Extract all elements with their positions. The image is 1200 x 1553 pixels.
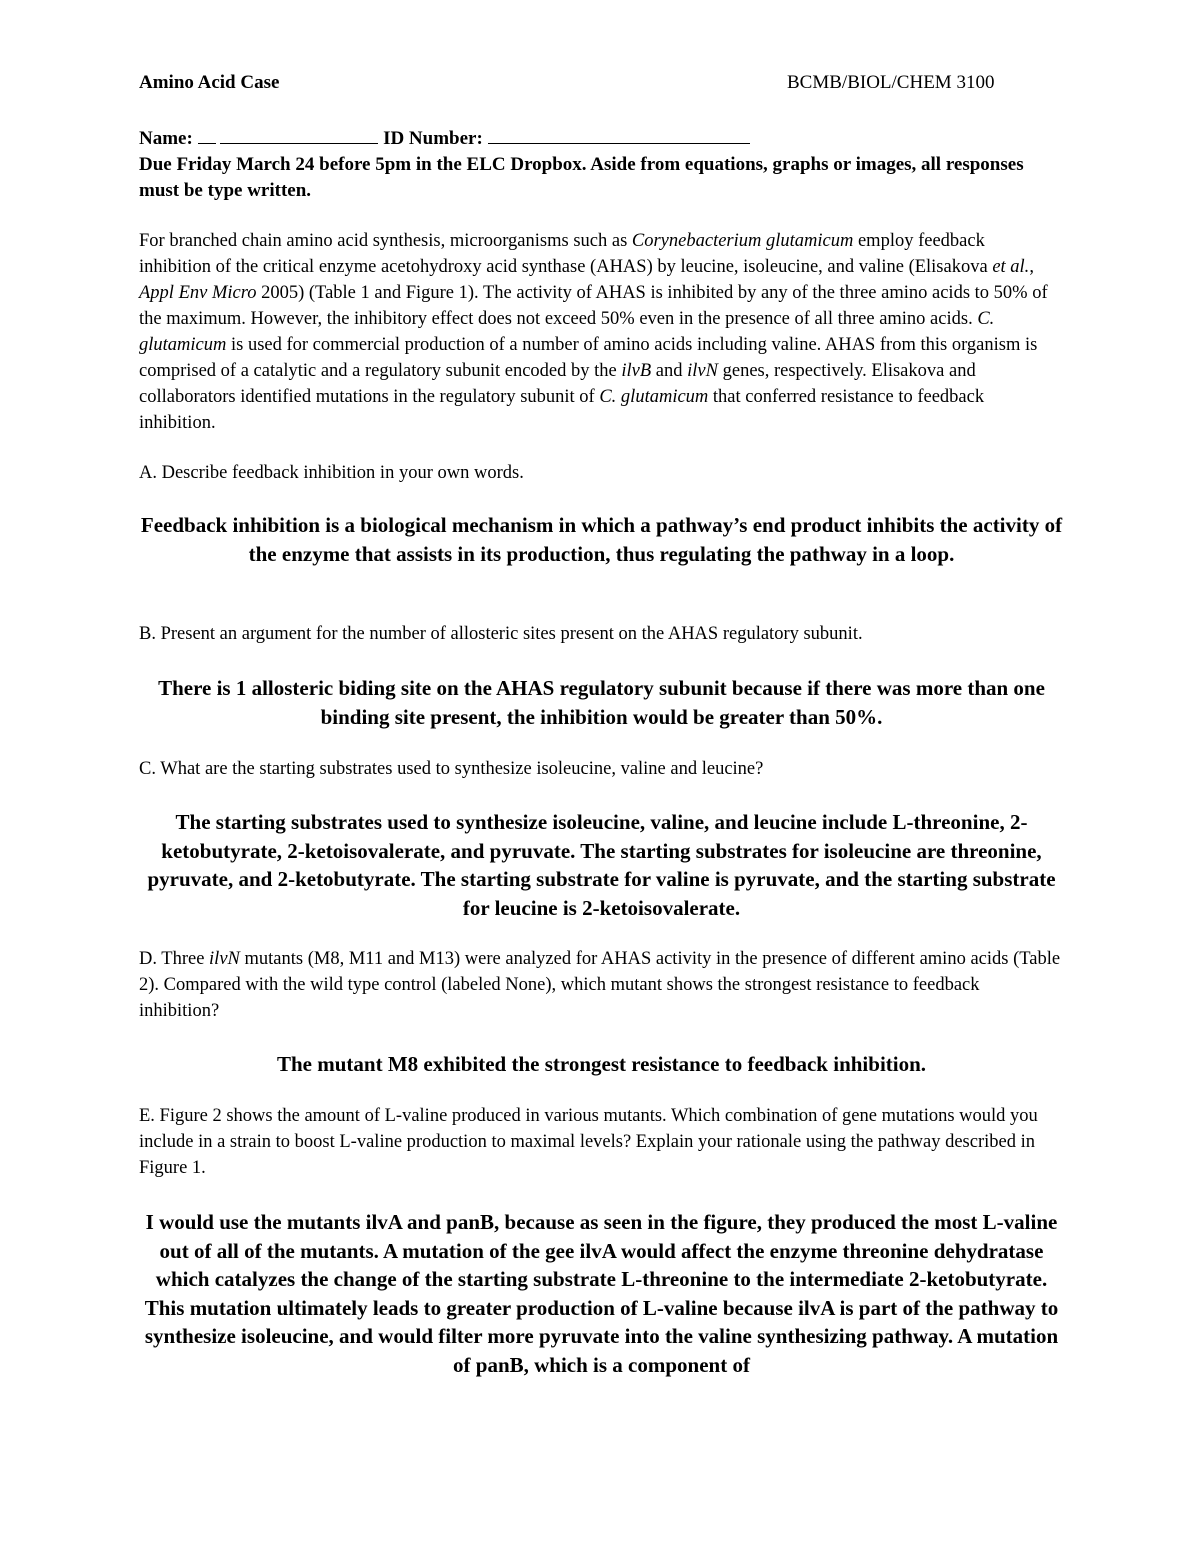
journal-name: Appl Env Micro: [139, 283, 257, 303]
question-d: D. Three ilvN mutants (M8, M11 and M13) were analyzed for AHAS activity in the presence of different amino acids (Table 2). Compared with the wild type control (labeled None), which mutant shows the strongest resistance to feedback inhibition?: [139, 949, 1061, 1021]
answer-b: There is 1 allosteric biding site on the AHAS regulatory subunit because if there was more than one binding site present, the inhibition would be greater than 50%.: [158, 676, 1045, 729]
question-c: C. What are the starting substrates used to synthesize isoleucine, valine and leucine?: [139, 759, 764, 779]
gene-ilvb: ilvB: [621, 361, 652, 381]
name-blank[interactable]: [220, 127, 378, 144]
id-number-label: ID Number:: [383, 128, 483, 149]
id-number-blank[interactable]: [488, 127, 750, 144]
name-blank-short[interactable]: [198, 127, 216, 144]
gene-ilvn: ilvN: [209, 949, 240, 969]
answer-d: The mutant M8 exhibited the strongest resistance to feedback inhibition.: [276, 1052, 927, 1076]
document-title: Amino Acid Case: [139, 72, 280, 93]
name-id-line: [139, 127, 750, 150]
species-name: Corynebacterium glutamicum: [631, 231, 854, 251]
gene-ilvn: ilvN: [687, 361, 718, 381]
answer-a: Feedback inhibition is a biological mechanism in which a pathway’s end product inhibits the activity of the enzyme that assists in its production, thus regulating the pathway in a loop.: [140, 513, 1063, 566]
due-instructions: Due Friday March 24 before 5pm in the ELC Dropbox. Aside from equations, graphs or images, all responses must be type written.: [139, 154, 1024, 201]
name-label: Name:: [139, 128, 193, 149]
question-e: E. Figure 2 shows the amount of L-valine produced in various mutants. Which combination of gene mutations would you include in a strain to boost L-valine production to maximal levels? Explain your rationale using the pathway described in Figure 1.: [139, 1106, 1038, 1178]
answer-c: The starting substrates used to synthesize isoleucine, valine, and leucine include L-threonine, 2-ketobutyrate, 2-ketoisovalerate, and pyruvate. The starting substrates for isoleucine are threonine, pyruvate, and 2-ketobutyrate. The starting substrate for valine is pyruvate, and the starting substrate for leucine is 2-ketoisovalerate.: [147, 810, 1056, 920]
course-code: BCMB/BIOL/CHEM 3100: [787, 72, 995, 93]
question-a: A. Describe feedback inhibition in your own words.: [139, 463, 524, 483]
question-b: B. Present an argument for the number of allosteric sites present on the AHAS regulatory subunit.: [139, 624, 863, 644]
answer-e: I would use the mutants ilvA and panB, because as seen in the figure, they produced the most L-valine out of all of the mutants. A mutation of the gee ilvA would affect the enzyme threonine dehydratase which catalyzes the change of the starting substrate L-threonine to the intermediate 2-ketobutyrate. This mutation ultimately leads to greater production of L-valine because ilvA is part of the pathway to synthesize isoleucine, and would filter more pyruvate into the valine synthesizing pathway. A mutation of panB, which is a component of: [144, 1210, 1059, 1377]
intro-paragraph: For branched chain amino acid synthesis, microorganisms such as Corynebacterium glutamicum employ feedback inhibition of the critical enzyme acetohydroxy acid synthase (AHAS) by leucine, isoleucine, and valine (Elisakova et al., Appl Env Micro 2005) (Table 1 and Figure 1). The activity of AHAS is inhibited by any of the three amino acids to 50% of the maximum. However, the inhibitory effect does not exceed 50% even in the presence of all three amino acids. C. glutamicum is used for commercial production of a number of amino acids including valine. AHAS from this organism is comprised of a catalytic and a regulatory subunit encoded by the ilvB and ilvN genes, respectively. Elisakova and collaborators identified mutations in the regulatory subunit of C. glutamicum that conferred resistance to feedback inhibition.: [139, 231, 1048, 433]
